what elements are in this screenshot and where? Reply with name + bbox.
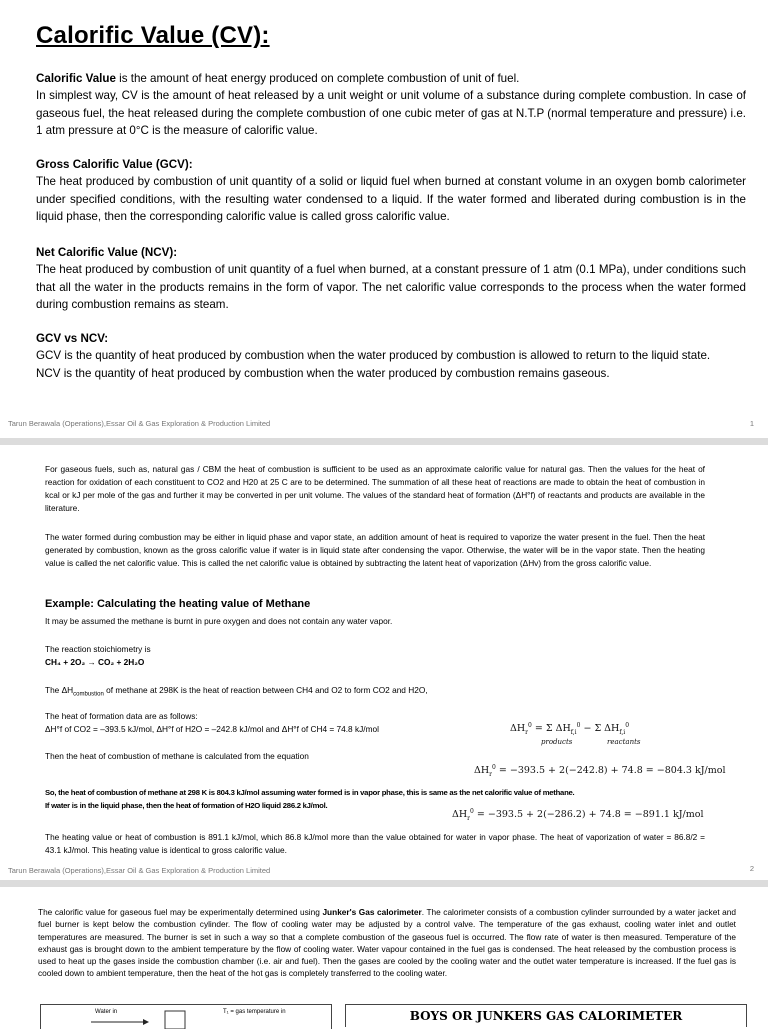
valve-icon	[161, 1007, 191, 1029]
example-heading: Example: Calculating the heating value of Methane	[45, 598, 311, 610]
slide-footer: Tarun Berawala (Operations),Essar Oil & Gas Exploration & Production Limited	[8, 419, 271, 428]
cv-definition	[36, 70, 746, 139]
slide-divider	[0, 438, 768, 445]
formation-label: The heat of formation data are as follows:	[45, 711, 198, 721]
net-value-statement: So, the heat of combustion of methane at 298 K is 804.3 kJ/mol assuming water formed is in vapor phase, this is same as the net calorific value of methane.	[45, 788, 575, 797]
gas-temp-label: T₁ = gas temperature in	[223, 1009, 286, 1015]
gcv-vs-ncv-section	[36, 330, 746, 382]
gcv-vs-ncv-line-2: NCV is the quantity of heat produced by combustion when the water produced by combustion remains gaseous.	[36, 366, 610, 380]
gcv-section	[36, 156, 746, 225]
gcv-vs-ncv-heading: GCV vs NCV:	[36, 332, 109, 345]
reactants-label: reactants	[607, 738, 641, 746]
products-label: products	[541, 738, 573, 746]
formation-data: ΔH°f of CO2 = –393.5 kJ/mol, ΔH°f of H2O = –242.8 kJ/mol and ΔH°f of CH4 = 74.8 kJ/mol	[45, 724, 379, 734]
slide-footer: Tarun Berawala (Operations),Essar Oil & Gas Exploration & Production Limited	[8, 866, 271, 875]
gcv-body: The heat produced by combustion of unit quantity of a solid or liquid fuel when burned at constant volume in an oxygen bomb calorimeter under specified conditions, with the resulting water condensed to a liquid. If the water formed and liberated during combustion is in the liquid phase, then the corresponding calorific value is called gross calorific value.	[36, 175, 746, 223]
liquid-phase-statement: If water is in the liquid phase, then the heat of formation of H2O liquid 286.2 kJ/mol.	[45, 801, 328, 810]
calorimeter-diagram	[40, 1004, 332, 1029]
slide-1	[0, 0, 768, 440]
water-phase-paragraph: The water formed during combustion may be either in liquid phase and vapor state, an addition amount of heat is required to vaporize the water present in the fuel. Then the heat generated by combustion, known as the gross calorific value if water is in liquid state after condensing the vapor. Otherwise, the water will be in the vapor state. Then the heating value is called the net calorific value. This is called the net calorific value is obtained by subtracting the latent heat of vaporization (ΔHv) from the gross calorific value.	[45, 532, 705, 569]
junkers-paragraph: The calorific value for gaseous fuel may be experimentally determined using Junker's Gas calorimeter. The calorimeter consists of a combustion cylinder surrounded by a water jacket and fuel burner is kept below the combustion cylinder. The flow of cooling water may be adjusted by a control valve. The temperature of the gas exhaust, cooling water inlet and outlet temperatures are measured. The burner is set in such a way so that a complete combustion of the gaseous fuel is occurred. The flow rate of water is then measured. Temperature of the exhaust gas is brought down to the ambient temperature by the flow of cooling water. Water vapour contained in the fuel gas is condensed. The heat released by the combustion process is used to heat up the gases inside the combustion chamber (i.e. air and fuel). Then the gases are cooled by the cooling water and the outlet water temperature is increased. If the fuel gas is cooled down to ambient temperature, then the heat of the hot gas is completely transferred to the cooling water.	[38, 907, 737, 979]
arrow-icon	[91, 1017, 151, 1027]
cv-term: Calorific Value	[36, 72, 116, 85]
cv-paragraph: In simplest way, CV is the amount of heat released by a unit weight or unit volume of a substance during complete combustion. In case of gaseous fuel, the heat released during the complete combustion of one cubic meter of gas at N.T.P (normal temperature and pressure) i.e. 1 atm pressure at 0°C is the measure of calorific value.	[36, 89, 746, 137]
gcv-heading: Gross Calorific Value (GCV):	[36, 158, 193, 171]
reaction-equation: CH₄ + 2O₂ → CO₂ + 2H₂O	[45, 657, 145, 667]
dh-combustion-line	[45, 684, 428, 702]
heating-value-paragraph: The heating value or heat of combustion is 891.1 kJ/mol, which 86.8 kJ/mol more than the value obtained for water in vapor phase. The heat of vaporization of water = 86.8/2 = 43.1 kJ/mol. This heating value is identical to gross calorific value.	[45, 832, 705, 856]
calorimeter-title: BOYS OR JUNKERS GAS CALORIMETER	[345, 1004, 747, 1027]
gcv-vs-ncv-line-1: GCV is the quantity of heat produced by combustion when the water produced by combustion is allowed to return to the liquid state.	[36, 349, 711, 363]
junkers-term: Junker's Gas calorimeter	[322, 907, 422, 917]
calculation-intro: Then the heat of combustion of methane is calculated from the equation	[45, 751, 309, 761]
cv-definition-text: is the amount of heat energy produced on complete combustion of unit of fuel.	[115, 72, 520, 85]
liquid-result-equation: $\Delta H_r^0 = -393.5 + 2(-286.2) + 74.8 = -891.1$ kJ/mol	[452, 808, 704, 823]
page-number: 1	[749, 419, 754, 428]
page-number: 2	[749, 864, 754, 873]
general-heat-equation: $\Delta H_r^0 = \Sigma$ $\Delta H_{f,i}^0 - \Sigma$ $\Delta H_{f,i}^0$	[510, 722, 630, 737]
ncv-heading: Net Calorific Value (NCV):	[36, 246, 178, 259]
ncv-body: The heat produced by combustion of unit quantity of a fuel when burned, at a constant pressure of 1 atm (0.1 MPa), under conditions such that all the water in the products remains in the form of vapor. The net calorific value corresponds to the process when the water formed during combustion remains as steam.	[36, 263, 746, 311]
slide-divider	[0, 880, 768, 887]
dh-subscript: combustion	[73, 691, 104, 698]
vapor-result-equation: $\Delta H_r^0 = -393.5 + 2(-242.8) + 74.8 = -804.3$ kJ/mol	[474, 764, 726, 779]
ncv-section	[36, 244, 746, 313]
gaseous-fuel-paragraph: For gaseous fuels, such as, natural gas / CBM the heat of combustion is sufficient to be used as an approximate calorific value for natural gas. Then the values for the heat of reaction for oxidation of each constituent to CO2 and H20 at 25 C are to be determined. The summation of all these heat of reactions are made to obtain the heat of combustion in kcal or kJ per mole of the gas and further it may be converted in per unit volume. The values of the standard heat of formation (ΔH°f) of reactants and products are available in the literature.	[45, 464, 705, 514]
assumption-text: It may be assumed the methane is burnt in pure oxygen and does not contain any water vapor.	[45, 616, 393, 626]
water-in-label: Water in	[95, 1009, 118, 1015]
page-title: Calorific Value (CV):	[36, 22, 270, 49]
dh-prefix: The ΔH	[45, 685, 74, 695]
dh-rest: of methane at 298K is the heat of reaction between CH4 and O2 to form CO2 and H2O,	[103, 685, 428, 695]
stoichiometry-label: The reaction stoichiometry is	[45, 644, 151, 654]
